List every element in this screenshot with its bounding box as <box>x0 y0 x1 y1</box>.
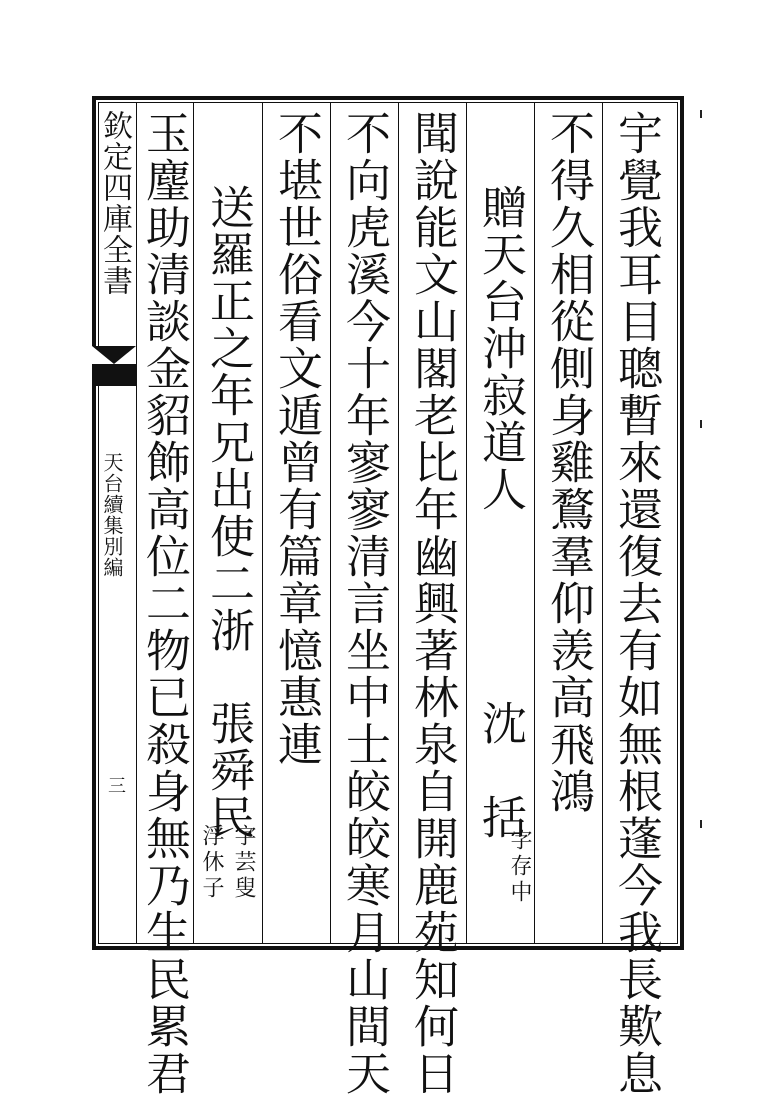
column-rule <box>398 102 399 944</box>
binding-mark <box>700 420 710 428</box>
margin-section-title: 天台續集別編 <box>100 452 124 578</box>
binding-mark <box>700 110 710 118</box>
column-rule <box>602 102 603 944</box>
text-column-4: 聞說能文山閣老比年幽興著林泉自開鹿苑知何日 <box>406 110 459 1097</box>
text-column-5: 不向虎溪今十年寥寥清言坐中士皎皎寒月山間天 <box>338 110 391 1097</box>
column-rule <box>466 102 467 944</box>
column-rule <box>193 102 194 944</box>
fish-tail-mark-icon <box>92 346 136 386</box>
text-column-2: 不得久相從側身雞鶩羣仰羡高飛鴻 <box>542 110 595 815</box>
poem-title-2: 送羅正之年兄出使二浙 <box>202 184 255 654</box>
margin-page-number: 三 <box>105 776 126 794</box>
column-rule <box>534 102 535 944</box>
margin-book-title: 欽定四庫全書 <box>97 110 132 296</box>
poem-title-1: 贈天台沖寂道人 <box>474 184 527 513</box>
author-note-2a: 字芸叟 <box>231 824 256 902</box>
binding-mark <box>700 820 710 828</box>
text-column-1: 宇覺我耳目聰暫來還復去有如無根蓬今我長歎息 <box>610 110 663 1097</box>
column-rule <box>330 102 331 944</box>
column-rule <box>262 102 263 944</box>
poem-author-1: 沈 括 <box>474 700 527 841</box>
author-note-2b: 浮休子 <box>199 824 224 902</box>
poem-author-2: 張舜民 <box>202 700 255 841</box>
column-rule <box>136 102 137 944</box>
author-note-1: 字存中 <box>507 828 532 906</box>
text-column-8: 玉麈助清談金貂飾高位二物已殺身無乃生民累君 <box>138 110 191 1097</box>
text-column-6: 不堪世俗看文遁曾有篇章憶惠連 <box>270 110 323 768</box>
